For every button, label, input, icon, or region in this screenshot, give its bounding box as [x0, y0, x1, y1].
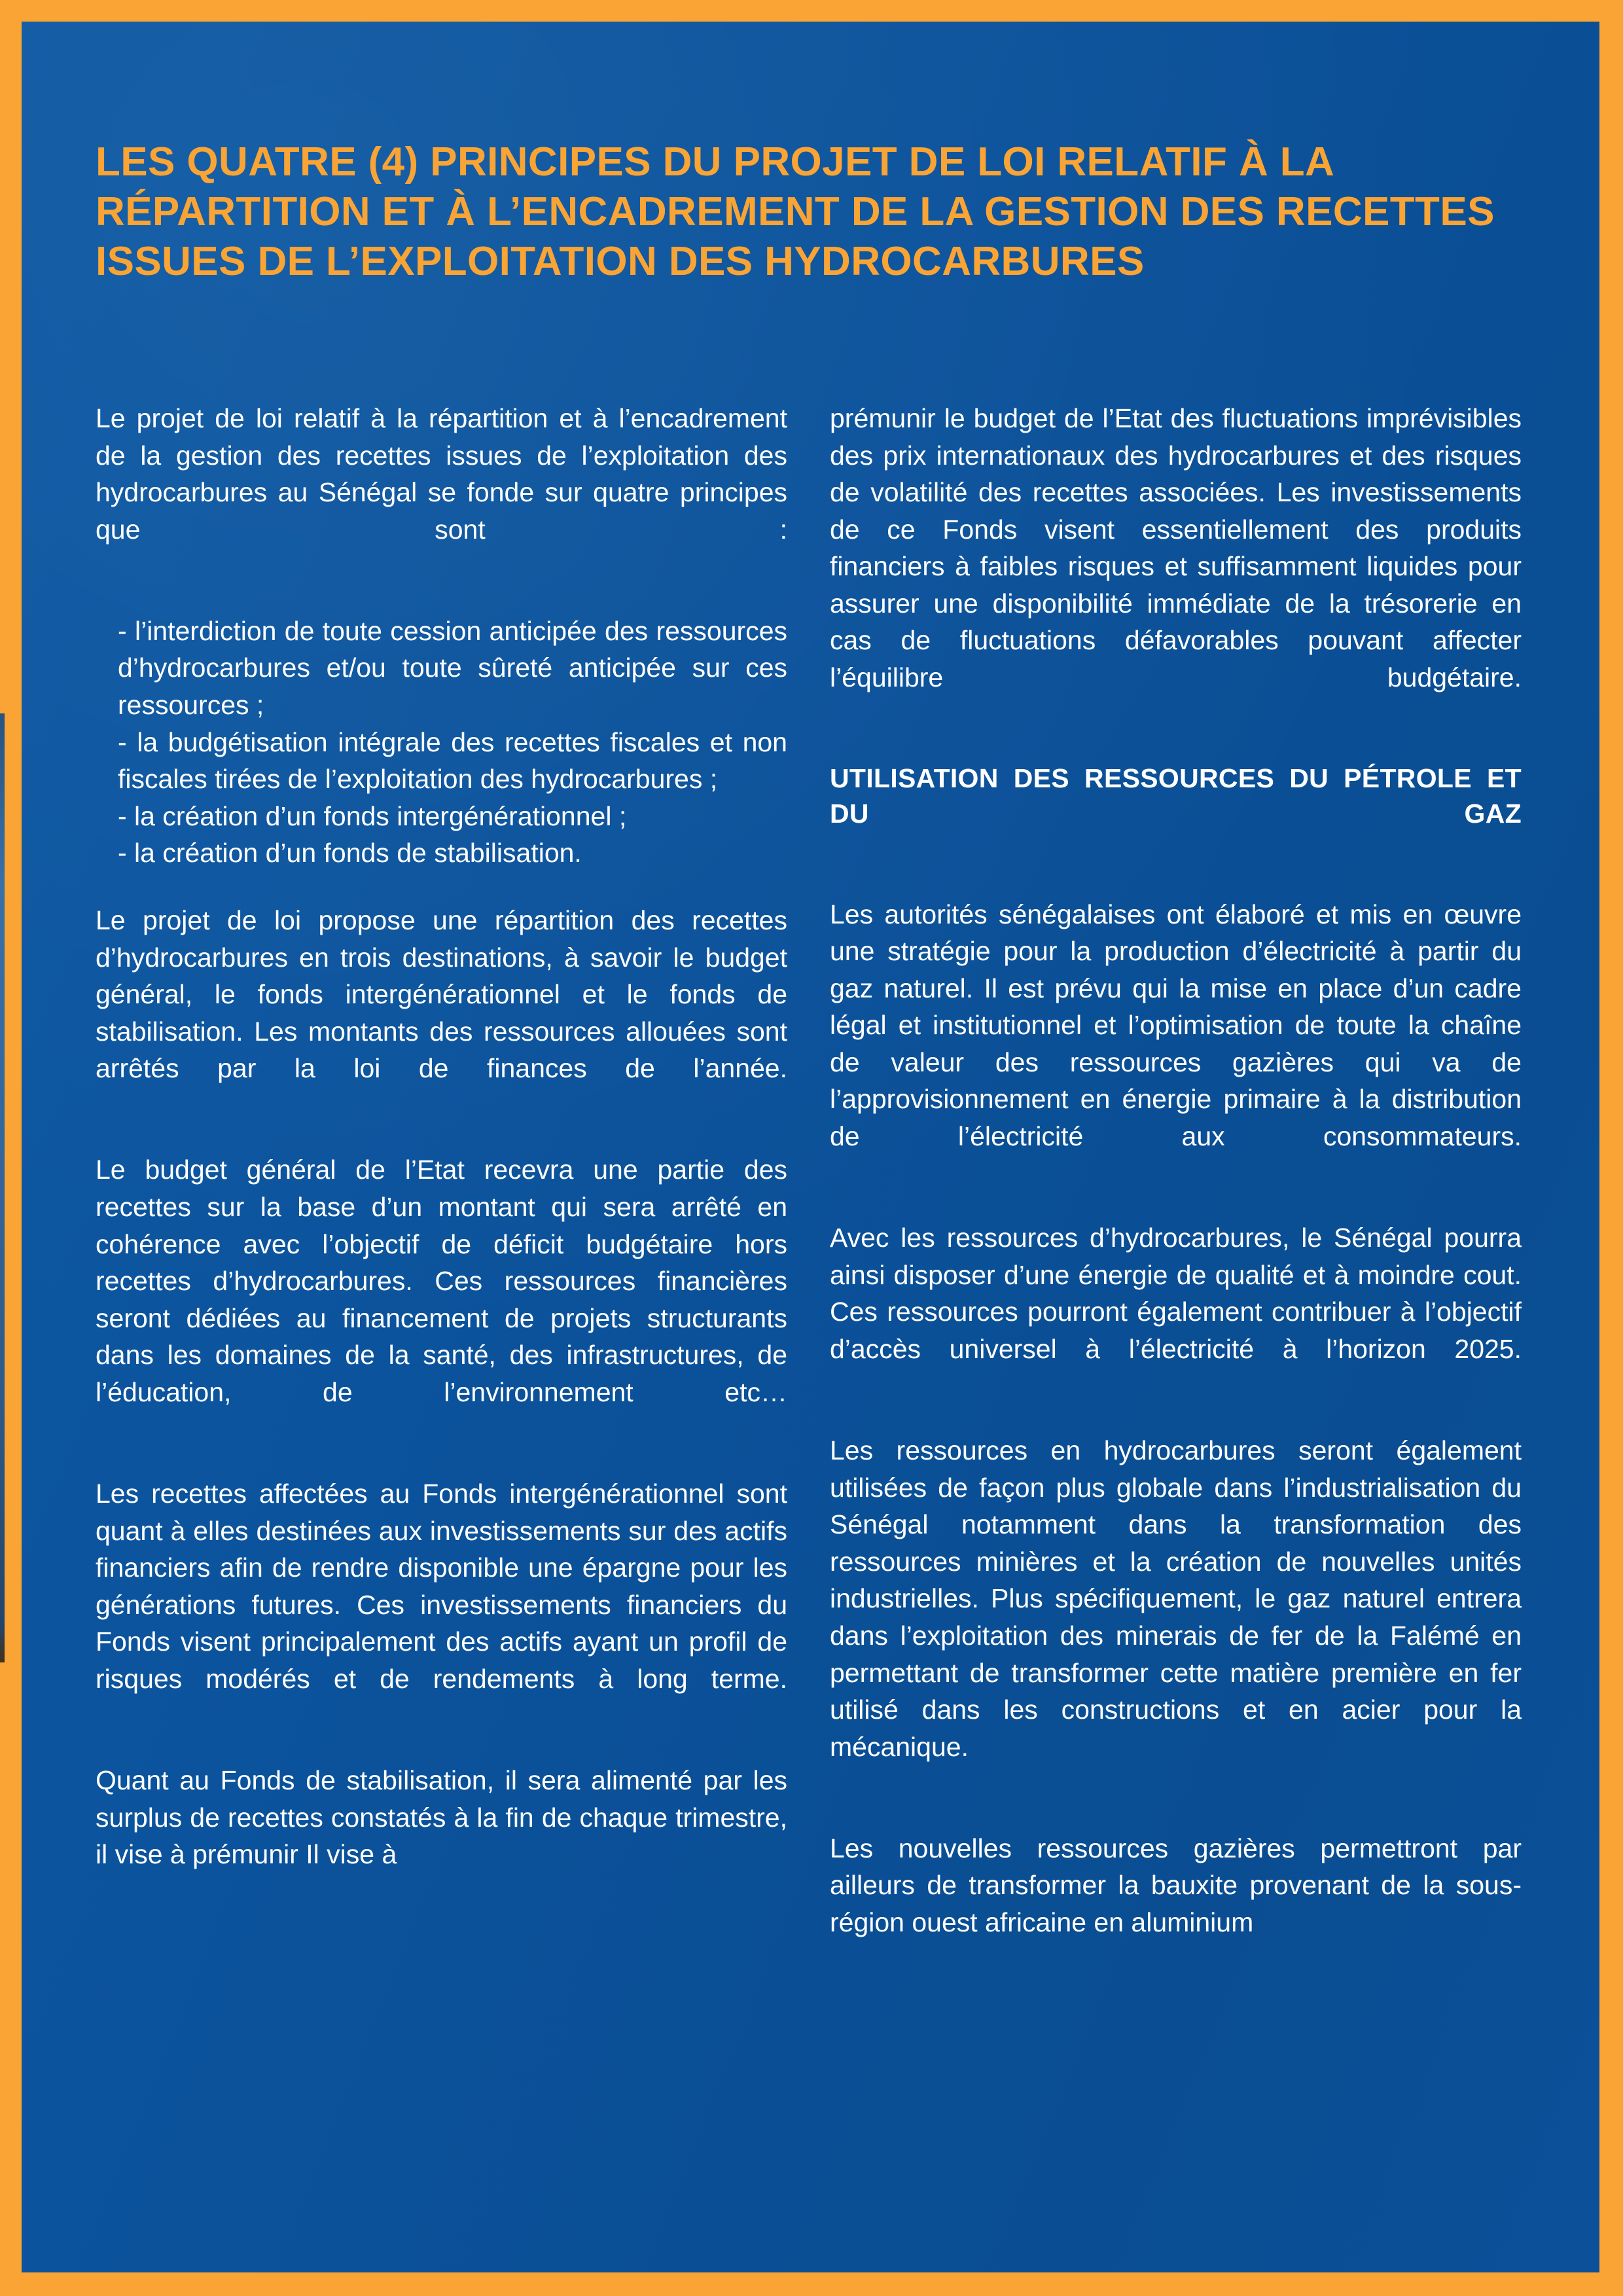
list-item: - la création d’un fonds de stabilisation.	[118, 838, 582, 869]
paragraph-bauxite-aluminium: Les nouvelles ressources gazières permettront par ailleurs de transformer la bauxite provenant de la sous-région ouest africaine en aluminium	[830, 1833, 1522, 1937]
section-heading-utilisation-ressources: UTILISATION DES RESSOURCES DU PÉTROLE ET DU GAZ	[830, 763, 1522, 829]
two-column-body	[96, 400, 1522, 1941]
principles-list	[96, 613, 787, 872]
paragraph-fonds-intergenerationnel: Les recettes affectées au Fonds intergénérationnel sont quant à elles destinées aux investissements sur des actifs financiers afin de rendre disponible une épargne pour les générations futures. Ces investissements financiers du Fonds visent principalement des actifs ayant un profil de risques modérés et de rendements à long terme.	[96, 1479, 787, 1694]
list-item: - l’interdiction de toute cession anticipée des ressources d’hydrocarbures et/ou toute sûreté anticipée sur ces ressources ;	[118, 615, 787, 721]
paragraph-stabilisation-continued: prémunir le budget de l’Etat des fluctuations imprévisibles des prix internationaux des hydrocarbures et des risques de volatilité des recettes associées. Les investissements de ce Fonds visent essentiellement des produits financiers à faibles risques et suffisamment liquides pour assurer une disponibilité immédiate de la trésorerie en cas de fluctuations défavorables pouvant affecter l’équilibre budgétaire.	[830, 403, 1522, 693]
paragraph-industrialisation: Les ressources en hydrocarbures seront également utilisées de façon plus globale dans l’industrialisation du Sénégal notamment dans la transformation des ressources minières et la création de nouvelles unités industrielles. Plus spécifiquement, le gaz naturel entrera dans l’exploitation des minerais de fer de la Falémé en permettant de transformer cette matière première en fer utilisé dans les constructions et en acier pour la mécanique.	[830, 1435, 1522, 1762]
left-column	[96, 400, 787, 1873]
paragraph-strategie-electricite: Les autorités sénégalaises ont élaboré et mis en œuvre une stratégie pour la production d’électricité à partir du gaz naturel. Il est prévu qui la mise en place d’un cadre légal et institutionnel et l’optimisation de toute la chaîne de valeur des ressources gazières qui va de l’approvisionnement en énergie primaire à la distribution de l’électricité aux consommateurs.	[830, 899, 1522, 1151]
page-edge-bleed-artifact	[0, 713, 5, 1662]
list-item: - la budgétisation intégrale des recettes fiscales et non fiscales tirées de l’exploitation des hydrocarbures ;	[118, 726, 787, 795]
content-panel	[22, 22, 1599, 2272]
paragraph-budget-general: Le budget général de l’Etat recevra une partie des recettes sur la base d’un montant qui sera arrêté en cohérence avec l’objectif de déficit budgétaire hors recettes d’hydrocarbures. Ces ressources financières seront dédiées au financement de projets structurants dans les domaines de la santé, des infrastructures, de l’éducation, de l’environnement etc…	[96, 1155, 787, 1407]
page-title: LES QUATRE (4) PRINCIPES DU PROJET DE LOI RELATIF À LA RÉPARTITION ET À L’ENCADREMENT DE LA GESTION DES RECETTES ISSUES DE L’EXPLOITATION DES HYDROCARBURES	[96, 139, 1495, 285]
paragraph-intro: Le projet de loi relatif à la répartition et à l’encadrement de la gestion des recettes issues de l’exploitation des hydrocarbures au Sénégal se fonde sur quatre principes que sont :	[96, 403, 787, 545]
paragraph-repartition: Le projet de loi propose une répartition des recettes d’hydrocarbures en trois destinations, à savoir le budget général, le fonds intergénérationnel et le fonds de stabilisation. Les montants des ressources allouées sont arrêtés par la loi de finances de l’année.	[96, 905, 787, 1084]
paragraph-fonds-stabilisation: Quant au Fonds de stabilisation, il sera alimenté par les surplus de recettes constatés à la fin de chaque trimestre, il vise à prémunir Il vise à	[96, 1765, 787, 1870]
list-item: - la création d’un fonds intergénérationnel ;	[118, 800, 627, 831]
paragraph-energie-qualite: Avec les ressources d’hydrocarbures, le Sénégal pourra ainsi disposer d’une énergie de qualité et à moindre cout. Ces ressources pourront également contribuer à l’objectif d’accès universel à l’électricité à l’horizon 2025.	[830, 1223, 1522, 1364]
right-column	[830, 400, 1522, 1941]
